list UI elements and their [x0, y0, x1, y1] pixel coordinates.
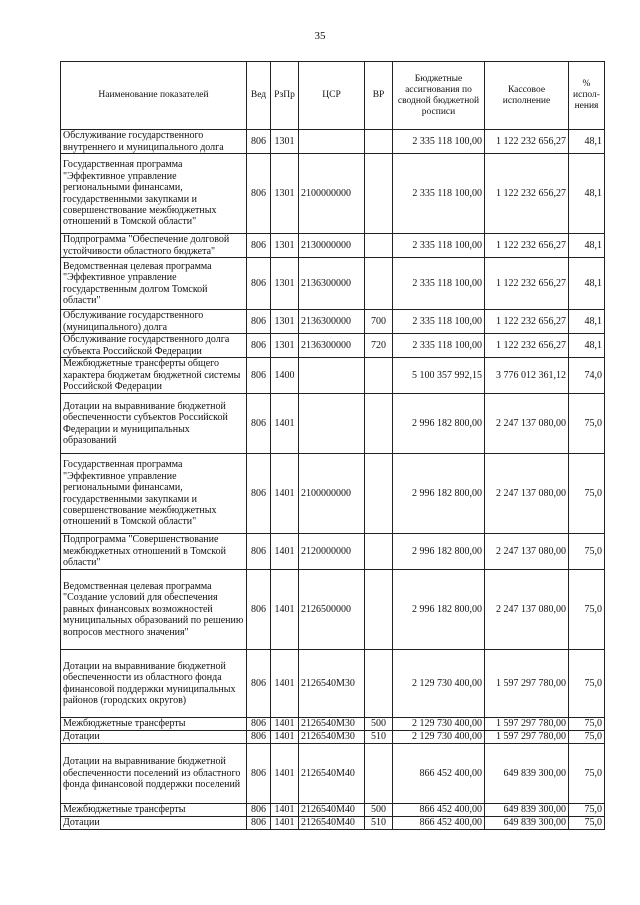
- cell-alloc: 2 335 118 100,00: [393, 258, 485, 310]
- table-row: [61, 234, 605, 258]
- cell-rzpr: 1401: [271, 731, 299, 744]
- cell-ved: 806: [247, 454, 271, 534]
- cell-vr: [365, 258, 393, 310]
- cell-cash: 1 597 297 780,00: [485, 650, 569, 718]
- cell-vr: [365, 234, 393, 258]
- cell-ved: 806: [247, 310, 271, 334]
- cell-name: Подпрограмма "Обеспечение долговой устойчивости областного бюджета": [61, 234, 247, 258]
- cell-cash: 1 122 232 656,27: [485, 234, 569, 258]
- cell-vr: [365, 358, 393, 394]
- table-row: [61, 650, 605, 718]
- cell-ved: 806: [247, 534, 271, 570]
- cell-csr: 2136300000: [299, 258, 365, 310]
- cell-rzpr: 1301: [271, 334, 299, 358]
- cell-name: Обслуживание государственного долга субъекта Российской Федерации: [61, 334, 247, 358]
- cell-pct: 75,0: [569, 394, 605, 454]
- cell-rzpr: 1301: [271, 154, 299, 234]
- cell-rzpr: 1401: [271, 454, 299, 534]
- cell-name: Межбюджетные трансферты: [61, 718, 247, 731]
- cell-cash: 1 122 232 656,27: [485, 310, 569, 334]
- cell-pct: 48,1: [569, 310, 605, 334]
- cell-vr: [365, 744, 393, 804]
- cell-alloc: 2 129 730 400,00: [393, 718, 485, 731]
- cell-vr: [365, 394, 393, 454]
- cell-ved: 806: [247, 650, 271, 718]
- cell-vr: 700: [365, 310, 393, 334]
- cell-pct: 75,0: [569, 570, 605, 650]
- cell-cash: 3 776 012 361,12: [485, 358, 569, 394]
- table-row: [61, 358, 605, 394]
- cell-name: Дотации на выравнивание бюджетной обеспеченности из областного фонда финансовой поддержки муниципальных районов (городских округов): [61, 650, 247, 718]
- cell-pct: 74,0: [569, 358, 605, 394]
- cell-vr: [365, 534, 393, 570]
- cell-alloc: 2 335 118 100,00: [393, 310, 485, 334]
- table-row: [61, 731, 605, 744]
- cell-pct: 75,0: [569, 718, 605, 731]
- cell-rzpr: 1301: [271, 258, 299, 310]
- header-pct: % испол-нения: [569, 62, 605, 130]
- cell-cash: 1 122 232 656,27: [485, 154, 569, 234]
- cell-cash: 1 122 232 656,27: [485, 258, 569, 310]
- cell-rzpr: 1401: [271, 804, 299, 817]
- cell-ved: 806: [247, 130, 271, 154]
- header-rzpr: РзПр: [271, 62, 299, 130]
- cell-rzpr: 1401: [271, 718, 299, 731]
- header-vr: ВР: [365, 62, 393, 130]
- cell-name: Дотации на выравнивание бюджетной обеспеченности субъектов Российской Федерации и муниципальных образований: [61, 394, 247, 454]
- cell-pct: 48,1: [569, 234, 605, 258]
- cell-cash: 1 597 297 780,00: [485, 718, 569, 731]
- cell-pct: 48,1: [569, 258, 605, 310]
- table-body: [61, 130, 605, 830]
- cell-pct: 75,0: [569, 817, 605, 830]
- cell-pct: 75,0: [569, 650, 605, 718]
- header-ved: Вед: [247, 62, 271, 130]
- cell-ved: 806: [247, 334, 271, 358]
- cell-ved: 806: [247, 804, 271, 817]
- cell-csr: [299, 394, 365, 454]
- cell-alloc: 5 100 357 992,15: [393, 358, 485, 394]
- cell-name: Межбюджетные трансферты общего характера бюджетам бюджетной системы Российской Федерации: [61, 358, 247, 394]
- cell-vr: 500: [365, 718, 393, 731]
- cell-csr: 2126540М40: [299, 804, 365, 817]
- cell-csr: 2100000000: [299, 454, 365, 534]
- cell-name: Подпрограмма "Совершенствование межбюджетных отношений в Томской области": [61, 534, 247, 570]
- cell-vr: 720: [365, 334, 393, 358]
- cell-cash: 649 839 300,00: [485, 804, 569, 817]
- cell-csr: 2136300000: [299, 334, 365, 358]
- cell-csr: 2120000000: [299, 534, 365, 570]
- cell-pct: 75,0: [569, 804, 605, 817]
- cell-alloc: 2 335 118 100,00: [393, 334, 485, 358]
- cell-pct: 75,0: [569, 534, 605, 570]
- page-number: 35: [314, 30, 326, 42]
- cell-cash: 649 839 300,00: [485, 744, 569, 804]
- cell-pct: 75,0: [569, 744, 605, 804]
- cell-cash: 1 122 232 656,27: [485, 130, 569, 154]
- cell-csr: 2100000000: [299, 154, 365, 234]
- table-row: [61, 310, 605, 334]
- table-row: [61, 804, 605, 817]
- header-csr: ЦСР: [299, 62, 365, 130]
- cell-name: Дотации: [61, 731, 247, 744]
- table-row: [61, 817, 605, 830]
- cell-name: Обслуживание государственного (муниципального) долга: [61, 310, 247, 334]
- cell-alloc: 2 996 182 800,00: [393, 394, 485, 454]
- cell-rzpr: 1400: [271, 358, 299, 394]
- table-row: [61, 258, 605, 310]
- cell-rzpr: 1301: [271, 130, 299, 154]
- table-row: [61, 130, 605, 154]
- cell-cash: 1 597 297 780,00: [485, 731, 569, 744]
- table-row: [61, 744, 605, 804]
- cell-alloc: 2 996 182 800,00: [393, 454, 485, 534]
- cell-alloc: 866 452 400,00: [393, 804, 485, 817]
- cell-csr: 2126540М30: [299, 731, 365, 744]
- cell-cash: 2 247 137 080,00: [485, 394, 569, 454]
- cell-csr: [299, 130, 365, 154]
- cell-cash: 2 247 137 080,00: [485, 534, 569, 570]
- cell-alloc: 2 335 118 100,00: [393, 234, 485, 258]
- cell-vr: [365, 454, 393, 534]
- cell-alloc: 866 452 400,00: [393, 817, 485, 830]
- cell-pct: 75,0: [569, 454, 605, 534]
- cell-vr: [365, 154, 393, 234]
- table-row: [61, 334, 605, 358]
- cell-alloc: 2 996 182 800,00: [393, 570, 485, 650]
- cell-rzpr: 1401: [271, 650, 299, 718]
- cell-alloc: 2 129 730 400,00: [393, 650, 485, 718]
- cell-name: Дотации: [61, 817, 247, 830]
- cell-csr: 2126500000: [299, 570, 365, 650]
- cell-rzpr: 1301: [271, 310, 299, 334]
- cell-pct: 75,0: [569, 731, 605, 744]
- cell-csr: 2130000000: [299, 234, 365, 258]
- table-row: [61, 394, 605, 454]
- cell-ved: 806: [247, 731, 271, 744]
- cell-ved: 806: [247, 154, 271, 234]
- cell-ved: 806: [247, 817, 271, 830]
- table-row: [61, 454, 605, 534]
- cell-name: Государственная программа "Эффективное управление региональными финансами, государственными закупками и совершенствование межбюджетных отношений в Томской области": [61, 154, 247, 234]
- cell-alloc: 2 129 730 400,00: [393, 731, 485, 744]
- cell-alloc: 2 996 182 800,00: [393, 534, 485, 570]
- cell-vr: [365, 650, 393, 718]
- cell-csr: 2136300000: [299, 310, 365, 334]
- cell-ved: 806: [247, 744, 271, 804]
- cell-alloc: 866 452 400,00: [393, 744, 485, 804]
- cell-ved: 806: [247, 358, 271, 394]
- cell-name: Обслуживание государственного внутреннего и муниципального долга: [61, 130, 247, 154]
- cell-vr: 510: [365, 817, 393, 830]
- table-row: [61, 718, 605, 731]
- cell-ved: 806: [247, 234, 271, 258]
- header-name: Наименование показателей: [61, 62, 247, 130]
- header-alloc: Бюджетные ассигнования по сводной бюджетной росписи: [393, 62, 485, 130]
- cell-vr: [365, 130, 393, 154]
- cell-pct: 48,1: [569, 334, 605, 358]
- cell-csr: 2126540М30: [299, 650, 365, 718]
- cell-name: Дотации на выравнивание бюджетной обеспеченности поселений из областного фонда финансовой поддержки поселений: [61, 744, 247, 804]
- cell-alloc: 2 335 118 100,00: [393, 130, 485, 154]
- table-row: [61, 534, 605, 570]
- cell-csr: 2126540М30: [299, 718, 365, 731]
- cell-rzpr: 1401: [271, 570, 299, 650]
- cell-rzpr: 1301: [271, 234, 299, 258]
- cell-ved: 806: [247, 394, 271, 454]
- cell-vr: [365, 570, 393, 650]
- table-row: [61, 154, 605, 234]
- cell-name: Ведомственная целевая программа "Создание условий для обеспечения равных финансовых возможностей муниципальных образований по решению вопросов местного значения": [61, 570, 247, 650]
- cell-csr: [299, 358, 365, 394]
- cell-cash: 649 839 300,00: [485, 817, 569, 830]
- cell-ved: 806: [247, 258, 271, 310]
- header-cash: Кассовое исполнение: [485, 62, 569, 130]
- cell-rzpr: 1401: [271, 817, 299, 830]
- cell-csr: 2126540М40: [299, 744, 365, 804]
- cell-pct: 48,1: [569, 130, 605, 154]
- cell-rzpr: 1401: [271, 534, 299, 570]
- cell-rzpr: 1401: [271, 744, 299, 804]
- cell-vr: 510: [365, 731, 393, 744]
- cell-pct: 48,1: [569, 154, 605, 234]
- cell-rzpr: 1401: [271, 394, 299, 454]
- cell-vr: 500: [365, 804, 393, 817]
- cell-name: Межбюджетные трансферты: [61, 804, 247, 817]
- cell-csr: 2126540М40: [299, 817, 365, 830]
- cell-name: Ведомственная целевая программа "Эффективное управление государственным долгом Томской области": [61, 258, 247, 310]
- table-row: [61, 570, 605, 650]
- cell-name: Государственная программа "Эффективное управление региональными финансами, государственными закупками и совершенствование межбюджетных отношений в Томской области": [61, 454, 247, 534]
- cell-cash: 2 247 137 080,00: [485, 570, 569, 650]
- cell-alloc: 2 335 118 100,00: [393, 154, 485, 234]
- cell-ved: 806: [247, 718, 271, 731]
- cell-cash: 2 247 137 080,00: [485, 454, 569, 534]
- cell-cash: 1 122 232 656,27: [485, 334, 569, 358]
- table-header: [61, 62, 605, 130]
- cell-ved: 806: [247, 570, 271, 650]
- budget-table: [60, 61, 605, 830]
